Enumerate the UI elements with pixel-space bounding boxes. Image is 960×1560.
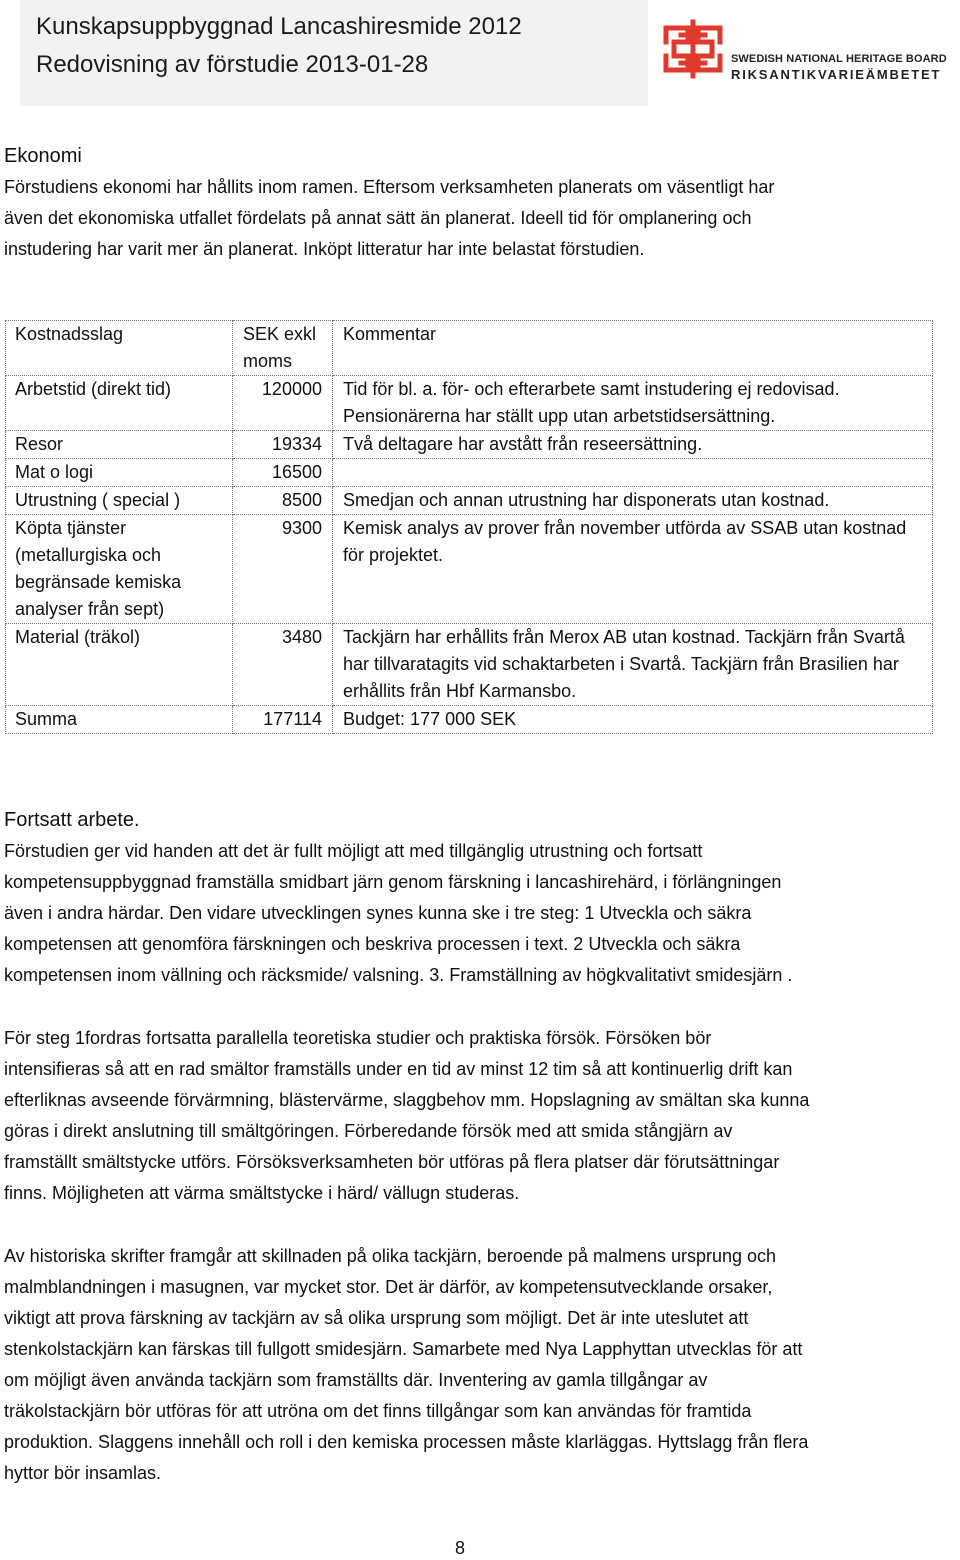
ekonomi-text-line: instudering har varit mer än planerat. Inköpt litteratur har inte belastat förstudien. [4, 239, 645, 259]
table-row [6, 487, 933, 515]
paragraph-line: kompetensen att genomföra färskningen och beskriva processen i text. 2 Utveckla och säkra [4, 934, 741, 954]
header-kostnadsslag: Kostnadsslag [6, 321, 233, 376]
cost-type: Arbetstid (direkt tid) [6, 376, 233, 431]
paragraph-line: Av historiska skrifter framgår att skillnaden på olika tackjärn, beroende på malmens ursprung och [4, 1246, 777, 1266]
cost-type: Utrustning ( special ) [6, 487, 233, 515]
cost-comment: Två deltagare har avstått från reseersättning. [333, 431, 933, 459]
table-row [6, 459, 933, 487]
cost-table [5, 320, 933, 734]
paragraph-line: framställt smältstycke utförs. Försöksverksamheten bör utföras på flera platser där förutsättningar [4, 1152, 780, 1172]
paragraph-line: kompetensuppbyggnad framställa smidbart järn genom färskning i lancashirehärd, i förlängningen [4, 872, 782, 892]
fortsatt-heading: Fortsatt arbete. [4, 809, 140, 831]
cost-type: Köpta tjänster (metallurgiska och begränsade kemiska analyser från sept) [6, 515, 233, 624]
header-kommentar: Kommentar [333, 321, 933, 376]
cost-type: Resor [6, 431, 233, 459]
paragraph-line: kompetensen inom vällning och räcksmide/ valsning. 3. Framställning av högkvalitativt smidesjärn . [4, 965, 793, 985]
cost-amount: 9300 [233, 515, 333, 624]
paragraph-line: intensifieras så att en rad smältor framställs under en tid av minst 12 tim så att kontinuerlig drift kan [4, 1059, 793, 1079]
table-row [6, 431, 933, 459]
header-subtitle: Redovisning av förstudie 2013-01-28 [36, 51, 429, 78]
paragraph-line: även i andra härdar. Den vidare utvecklingen synes kunna ske i tre steg: 1 Utveckla och säkra [4, 903, 752, 923]
paragraph-line: produktion. Slaggens innehåll och roll i den kemiska processen måste klarläggas. Hyttslagg från flera [4, 1432, 809, 1452]
page-number: 8 [454, 1538, 465, 1558]
header-title: Kunskapsuppbyggnad Lancashiresmide 2012 [36, 13, 522, 40]
cost-comment: Tid för bl. a. för- och efterarbete samt instudering ej redovisad. Pensionärerna har ställt upp utan arbetstidsersättning. [333, 376, 933, 431]
logo-text-english: SWEDISH NATIONAL HERITAGE BOARD [731, 53, 947, 65]
paragraph-line: viktigt att prova färskning av tackjärn av så olika ursprung som möjligt. Det är inte uteslutet att [4, 1308, 749, 1328]
paragraph-line: hyttor bör insamlas. [4, 1463, 162, 1483]
paragraph-line: finns. Möjligheten att värma smältstycke i härd/ vällugn studeras. [4, 1183, 520, 1203]
paragraph-2 [4, 1023, 934, 1209]
cost-comment [333, 459, 933, 487]
cost-comment: Budget: 177 000 SEK [333, 706, 933, 734]
cost-amount: 177114 [233, 706, 333, 734]
ekonomi-text-line: Förstudiens ekonomi har hållits inom ramen. Eftersom verksamheten planerats om väsentligt har [4, 177, 775, 197]
cost-type: Mat o logi [6, 459, 233, 487]
cost-amount: 120000 [233, 376, 333, 431]
paragraph-line: För steg 1fordras fortsatta parallella teoretiska studier och praktiska försök. Försöken bör [4, 1028, 712, 1048]
raa-emblem-icon [662, 18, 724, 80]
paragraph-line: träkolstackjärn bör utföras för att utröna om det finns tillgångar som kan användas för framtida [4, 1401, 752, 1421]
table-row [6, 624, 933, 706]
table-row [6, 376, 933, 431]
cost-type: Summa [6, 706, 233, 734]
cost-comment: Kemisk analys av prover från november utförda av SSAB utan kostnad för projektet. [333, 515, 933, 624]
cost-comment: Tackjärn har erhållits från Merox AB utan kostnad. Tackjärn från Svartå har tillvaratagits vid schaktarbeten i Svartå. Tackjärn från Brasilien har erhållits från Hbf Karmansbo. [333, 624, 933, 706]
paragraph-3 [4, 1241, 934, 1489]
cost-table-header-row [6, 321, 933, 376]
cost-type: Material (träkol) [6, 624, 233, 706]
ekonomi-text-line: även det ekonomiska utfallet fördelats på annat sätt än planerat. Ideell tid för omplanering och [4, 208, 752, 228]
paragraph-line: stenkolstackjärn kan färskas till fullgott smidesjärn. Samarbete med Nya Lapphyttan utvecklas för att [4, 1339, 803, 1359]
paragraph-line: efterliknas avseende förvärmning, blästervärme, slaggbehov mm. Hopslagning av smältan ska kunna [4, 1090, 810, 1110]
cost-amount: 8500 [233, 487, 333, 515]
raa-logo [662, 18, 960, 88]
fortsatt-section [4, 805, 934, 991]
table-row-total [6, 706, 933, 734]
header-sek: SEK exkl moms [233, 321, 333, 376]
cost-comment: Smedjan och annan utrustning har disponerats utan kostnad. [333, 487, 933, 515]
cost-amount: 16500 [233, 459, 333, 487]
cost-amount: 19334 [233, 431, 333, 459]
ekonomi-section [4, 141, 934, 265]
table-row [6, 515, 933, 624]
paragraph-line: malmblandningen i masugnen, var mycket stor. Det är därför, av kompetensutvecklande orsaker, [4, 1277, 773, 1297]
document-header [20, 0, 648, 106]
ekonomi-heading: Ekonomi [4, 145, 82, 167]
cost-amount: 3480 [233, 624, 333, 706]
logo-text-swedish: RIKSANTIKVARIEÄMBETET [731, 67, 942, 82]
paragraph-line: om möjligt även använda tackjärn som framställts där. Inventering av gamla tillgångar av [4, 1370, 708, 1390]
paragraph-line: göras i direkt anslutning till smältgöringen. Förberedande försök med att smida stångjärn av [4, 1121, 733, 1141]
paragraph-line: Förstudien ger vid handen att det är fullt möjligt att med tillgänglig utrustning och fortsatt [4, 841, 703, 861]
